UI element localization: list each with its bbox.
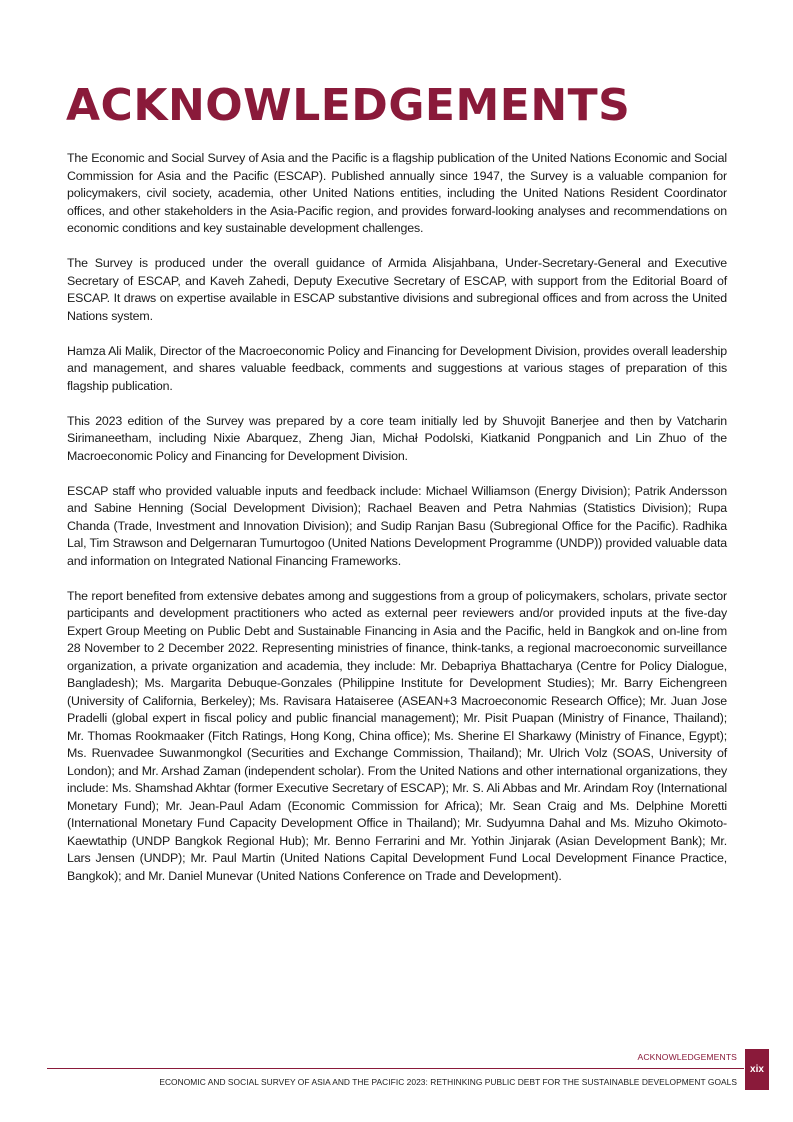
body-text <box>67 150 727 903</box>
page-title: ACKNOWLEDGEMENTS <box>66 80 631 131</box>
footer-section-label: ACKNOWLEDGEMENTS <box>637 1052 737 1062</box>
paragraph-staff-inputs: ESCAP staff who provided valuable inputs and feedback include: Michael Williamson (Energy Division); Patrik Andersson and Sabine Henning (Social Development Division); Rachael Beaven and Petra Nahmias (Statistics Division); Rupa Chanda (Trade, Investment and Innovation Division); and Sudip Ranjan Basu (Subregional Office for the Pacific). Radhika Lal, Tim Strawson and Delgernaran Tumurtogoo (United Nations Development Programme (UNDP)) provided valuable data and information on Integrated National Financing Frameworks. <box>67 483 727 568</box>
paragraph-peer-reviewers: The report benefited from extensive debates among and suggestions from a group of policymakers, scholars, private sector participants and development practitioners who acted as external peer reviewers and/or provided inputs at the five-day Expert Group Meeting on Public Debt and Sustainable Financing in Asia and the Pacific, held in Bangkok and on-line from 28 November to 2 December 2022. Representing ministries of finance, think-tanks, a regional macroeconomic surveillance organization, a private organization and academia, they include: Mr. Debapriya Bhattacharya (Centre for Policy Dialogue, Bangladesh); Ms. Margarita Debuque-Gonzales (Philippine Institute for Development Studies); Mr. Barry Eichengreen (University of California, Berkeley); Ms. Ravisara Hataiseree (ASEAN+3 Macroeconomic Research Office); Mr. Juan Jose Pradelli (global expert in fiscal policy and public financial management); Mr. Pisit Puapan (Ministry of Finance, Thailand); Mr. Thomas Rookmaaker (Fitch Ratings, Hong Kong, China office); Ms. Sherine El Sharkawy (Ministry of Finance, Egypt); Ms. Ruenvadee Suwanmongkol (Securities and Exchange Commission, Thailand); Mr. Ulrich Volz (SOAS, University of London); and Mr. Arshad Zaman (independent scholar). From the United Nations and other international organizations, they include: Ms. Shamshad Akhtar (former Executive Secretary of ESCAP); Mr. S. Ali Abbas and Mr. Arindam Roy (International Monetary Fund); Mr. Jean-Paul Adam (Economic Commission for Africa); Mr. Sean Craig and Ms. Delphine Moretti (International Monetary Fund Capacity Development Office in Thailand); Mr. Sudyumna Dahal and Ms. Mizuho Okimoto-Kaewtathip (UNDP Bangkok Regional Hub); Mr. Benno Ferrarini and Mr. Yothin Jinjarak (Asian Development Bank); Mr. Lars Jensen (UNDP); Mr. Paul Martin (United Nations Capital Development Fund Local Development Finance Practice, Bangkok); and Mr. Daniel Munevar (United Nations Conference on Trade and Development). <box>67 588 727 883</box>
page-number-tab <box>745 1049 769 1090</box>
footer-divider <box>47 1068 744 1069</box>
paragraph-guidance: The Survey is produced under the overall guidance of Armida Alisjahbana, Under-Secretary-General and Executive Secretary of ESCAP, and Kaveh Zahedi, Deputy Executive Secretary of ESCAP, with support from the Editorial Board of ESCAP. It draws on expertise available in ESCAP substantive divisions and subregional offices and from across the United Nations system. <box>67 256 727 323</box>
footer-publication-title: ECONOMIC AND SOCIAL SURVEY OF ASIA AND THE PACIFIC 2023: RETHINKING PUBLIC DEBT FOR THE SUSTAINABLE DEVELOPMENT GOALS <box>159 1077 737 1087</box>
page-number: xix <box>750 1064 764 1075</box>
paragraph-intro: The Economic and Social Survey of Asia and the Pacific is a flagship publication of the United Nations Economic and Social Commission for Asia and the Pacific (ESCAP). Published annually since 1947, the Survey is a valuable companion for policymakers, civil society, academia, other United Nations entities, including the United Nations Resident Coordinator offices, and other stakeholders in the Asia-Pacific region, and provides forward-looking analyses and recommendations on economic conditions and key sustainable development challenges. <box>67 151 727 235</box>
paragraph-core-team: This 2023 edition of the Survey was prepared by a core team initially led by Shuvojit Banerjee and then by Vatcharin Sirimaneetham, including Nixie Abarquez, Zheng Jian, Michał Podolski, Kiatkanid Pongpanich and Lin Zhuo of the Macroeconomic Policy and Financing for Development Division. <box>67 413 727 463</box>
paragraph-leadership: Hamza Ali Malik, Director of the Macroeconomic Policy and Financing for Development Division, provides overall leadership and management, and shares valuable feedback, comments and suggestions at various stages of preparation of this flagship publication. <box>67 343 727 393</box>
